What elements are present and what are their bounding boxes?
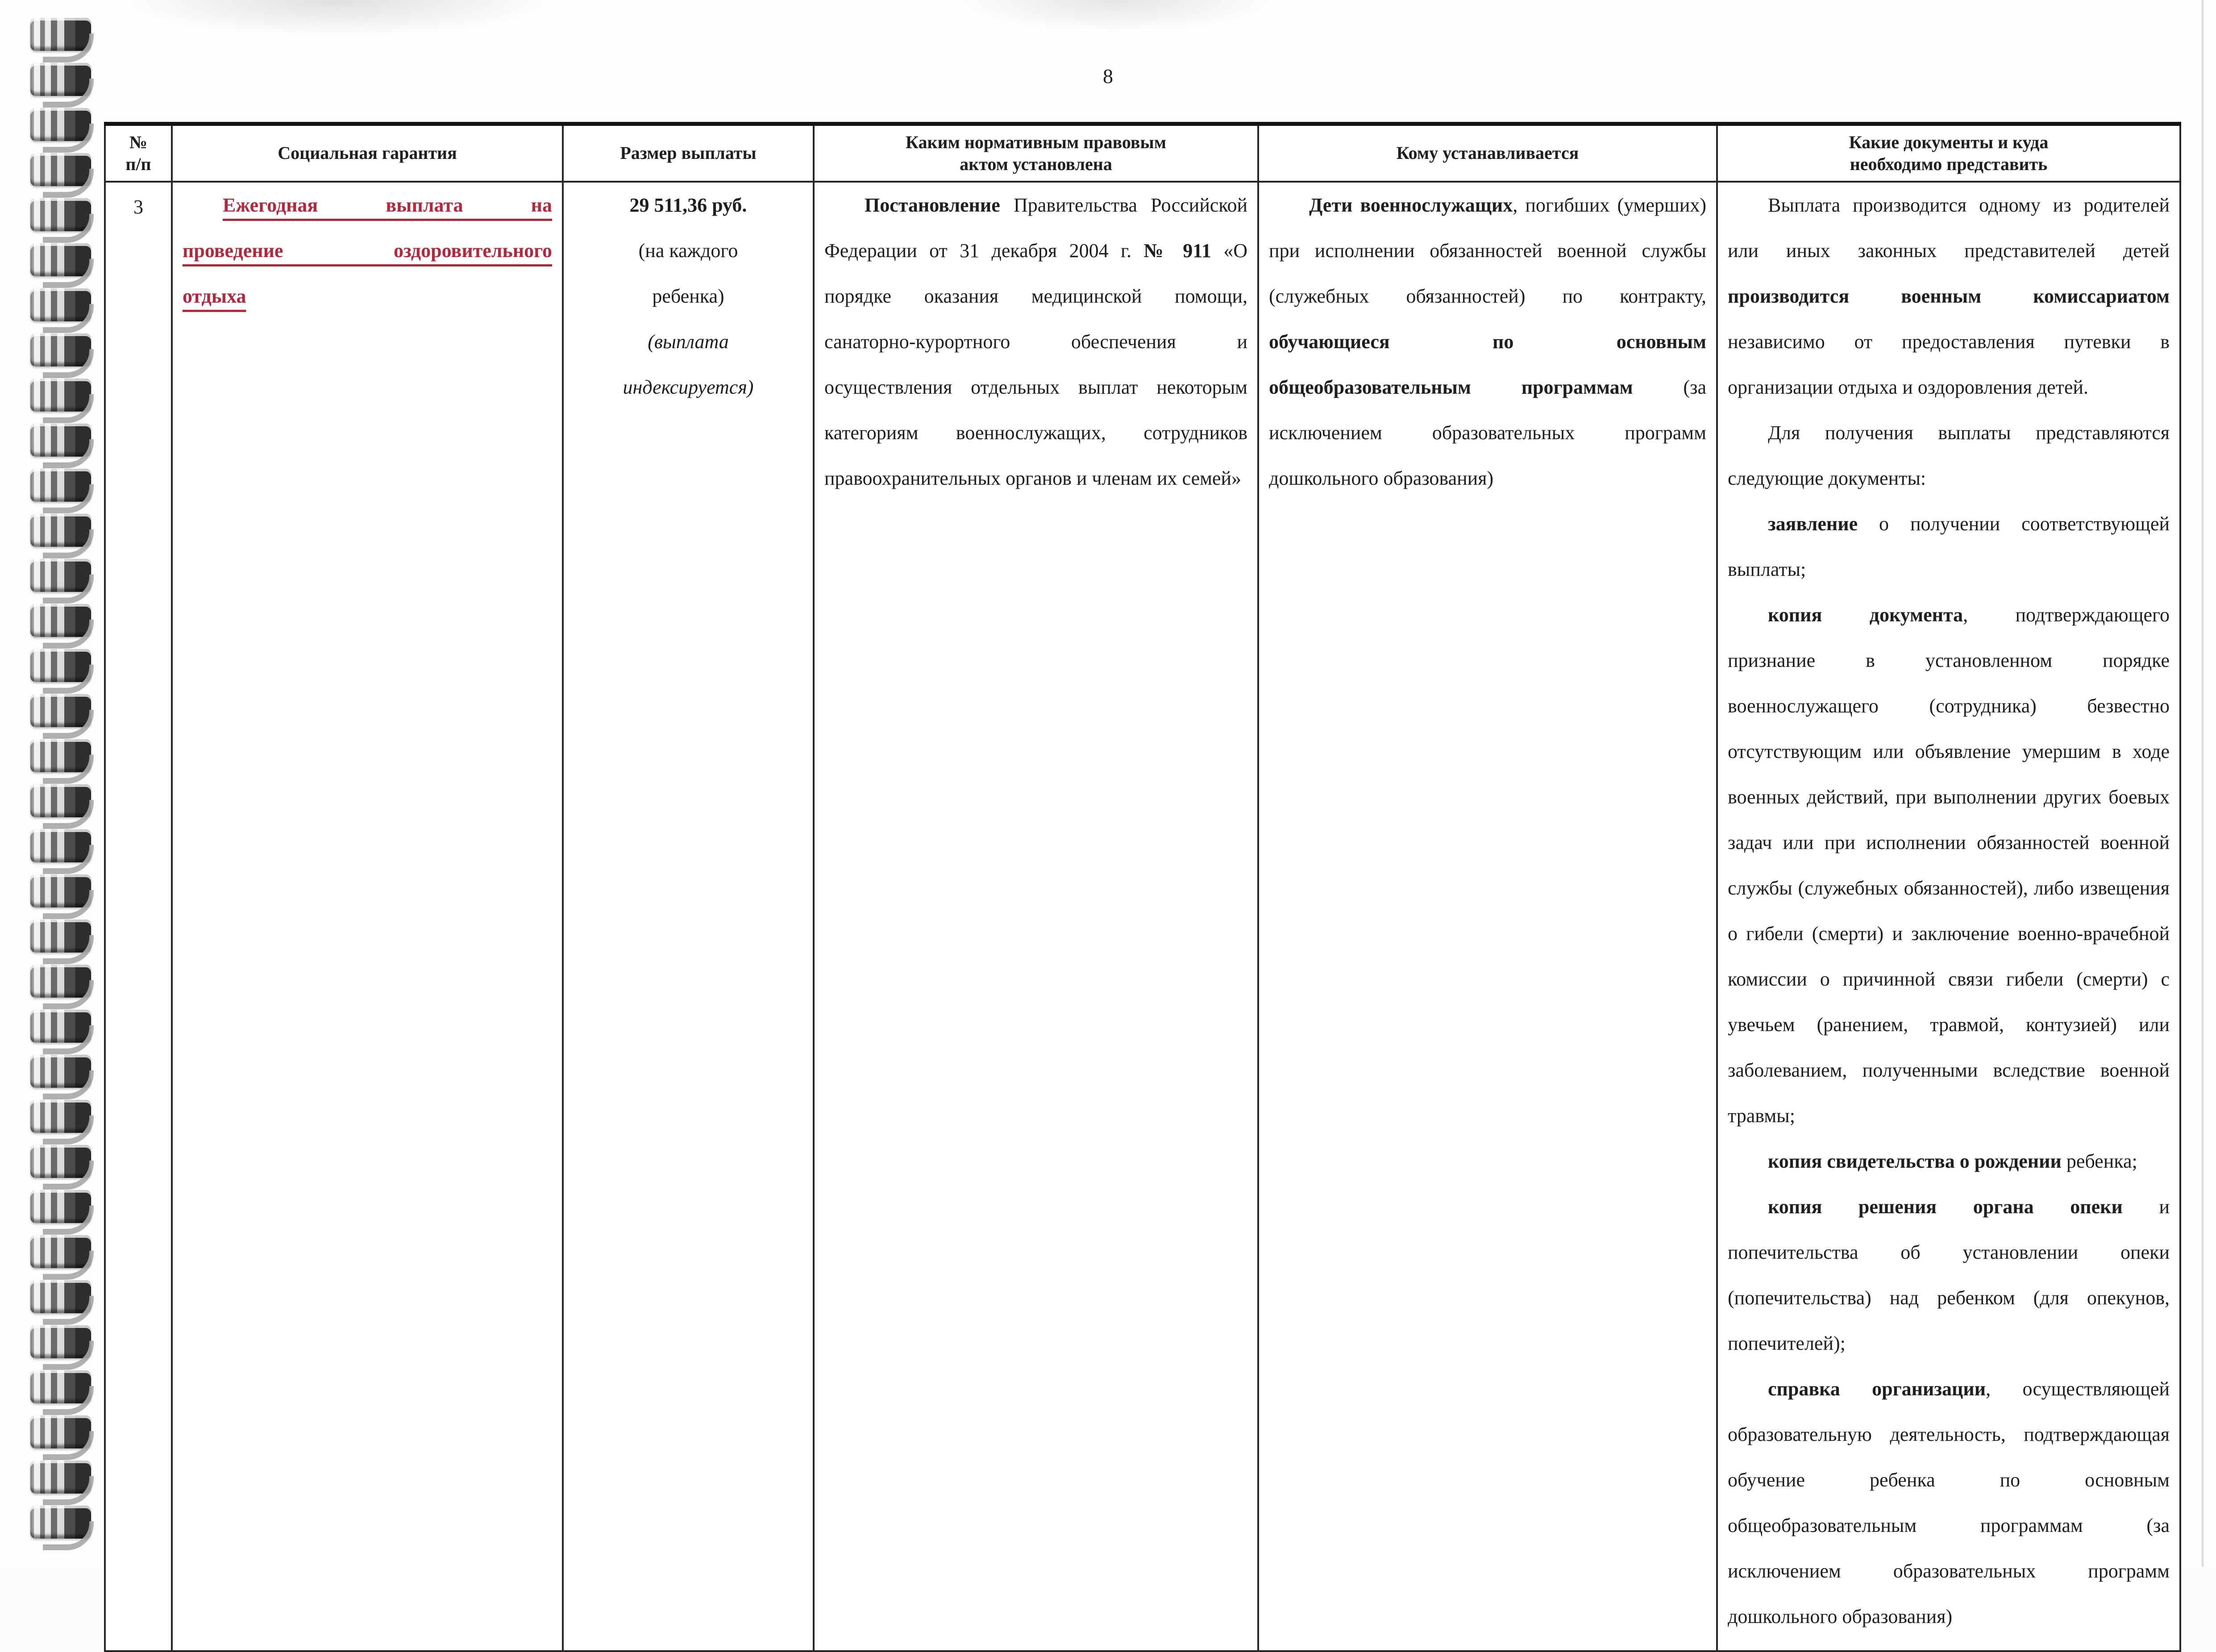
page-edge-shadow [2202, 0, 2204, 1567]
binding-ring [30, 379, 91, 412]
binding-ring [30, 18, 91, 51]
col-header-legal-act-line2: актом установлена [960, 154, 1112, 174]
documents-bold: копия документа [1768, 604, 1963, 626]
cell-guarantee [172, 182, 563, 1651]
binding-ring [30, 153, 91, 186]
documents-paragraph-birth-certificate [1728, 1139, 2170, 1184]
binding-ring [30, 198, 91, 231]
amount-note-line: (на каждого [638, 240, 738, 262]
amount-value: 29 511,36 руб. [629, 194, 747, 216]
legal-act-text: «О порядке оказания медицинской помощи, санаторно-курортного обеспечения и осуществления отдельных выплат некоторым категориям военнослужащих, сотрудников правоохранительных органов и членам их семей» [824, 240, 1247, 489]
legal-act-bold: Постановление [865, 194, 1000, 216]
documents-bold: производится военным комиссариатом [1728, 285, 2170, 307]
documents-paragraph-intro [1728, 410, 2170, 501]
legal-act-text: Правительства Российской Федерации от 31 декабря 2004 г. [824, 194, 1247, 262]
documents-paragraph-application [1728, 501, 2170, 592]
binding-ring [30, 469, 91, 502]
documents-text: Для получения выплаты представляются следующие документы: [1728, 422, 2170, 489]
col-header-documents [1717, 124, 2180, 182]
binding-ring [30, 1190, 91, 1223]
documents-paragraph-school-certificate [1728, 1366, 2170, 1640]
binding-ring [30, 739, 91, 772]
spiral-binding [0, 0, 107, 1567]
documents-text: о получении соответствующей выплаты; [1728, 513, 2170, 580]
documents-text: , осуществляющей образовательную деятельность, подтверждающая обучение ребенка по основным общеобразовательным программам (за исключением образовательных программ дошкольного образования) [1728, 1378, 2170, 1627]
col-header-documents-line2: необходимо представить [1850, 154, 2048, 174]
binding-ring [30, 108, 91, 141]
amount-indexation-line: индексируется) [623, 376, 754, 398]
documents-paragraph-copy-document [1728, 592, 2170, 1139]
binding-ring [30, 1370, 91, 1403]
documents-text: Выплата производится одному из родителей или иных законных представителей детей [1728, 194, 2170, 262]
beneficiary-bold: Дети военнослужащих [1309, 194, 1513, 216]
header-row [105, 124, 2180, 182]
binding-ring [30, 784, 91, 817]
documents-paragraph-payment [1728, 183, 2170, 410]
documents-text: независимо от предоставления путевки в организации отдыха и оздоровления детей. [1728, 331, 2170, 398]
binding-ring [30, 965, 91, 998]
binding-ring [30, 243, 91, 276]
legal-act-paragraph [824, 183, 1247, 501]
binding-ring [30, 1145, 91, 1178]
amount-note-line: ребенка) [652, 285, 724, 307]
col-header-num [105, 124, 172, 182]
binding-ring [30, 1280, 91, 1313]
col-header-legal-act-line1: Каким нормативным правовым [906, 132, 1166, 152]
benefits-table [104, 122, 2181, 1652]
binding-ring [30, 649, 91, 682]
guarantee-title-line: отдыха [183, 285, 246, 307]
scan-smudge [125, 0, 549, 36]
beneficiary-text: (за исключением образовательных программ дошкольного образования) [1269, 376, 1706, 489]
binding-ring [30, 333, 91, 366]
col-header-guarantee: Социальная гарантия [172, 124, 563, 182]
scan-smudge [960, 0, 1272, 31]
documents-bold: копия решения органа опеки [1768, 1196, 2123, 1218]
binding-ring [30, 1325, 91, 1358]
cell-legal-act [814, 182, 1258, 1651]
col-header-legal-act [814, 124, 1258, 182]
documents-text: и попечительства об установлении опеки (попечительства) над ребенком (для опекунов, попечителей); [1728, 1196, 2170, 1354]
binding-ring [30, 1415, 91, 1448]
binding-ring [30, 1010, 91, 1043]
col-header-beneficiary: Кому устанавливается [1258, 124, 1717, 182]
binding-ring [30, 604, 91, 637]
cell-row-number: 3 [105, 182, 172, 1651]
beneficiary-text: , погибших (умерших) при исполнении обязанностей военной службы (служебных обязанностей) по контракту, [1269, 194, 1706, 307]
documents-text: ребенка; [2061, 1150, 2137, 1172]
binding-ring [30, 1235, 91, 1268]
binding-ring [30, 424, 91, 457]
documents-text: , подтверждающего признание в установленном порядке военнослужащего (сотрудника) безвестно отсутствующим или объявление умершим в ходе военных действий, при выполнении других боевых задач или при исполнении обязанностей военной службы (служебных обязанностей), либо извещения о гибели (смерти) и заключение военно-врачебной комиссии о причинной связи гибели (смерти) с увечьем (ранением, травмой, контузией) или заболеванием, полученными вследствие военной травмы; [1728, 604, 2170, 1127]
documents-bold: копия свидетельства о рождении [1768, 1150, 2062, 1172]
legal-act-number-bold: № 911 [1143, 240, 1211, 262]
binding-ring [30, 514, 91, 547]
documents-paragraph-guardianship [1728, 1184, 2170, 1366]
binding-ring [30, 829, 91, 862]
cell-amount [563, 182, 814, 1651]
binding-ring [30, 1100, 91, 1133]
cell-beneficiary [1258, 182, 1717, 1651]
binding-ring [30, 694, 91, 727]
beneficiary-paragraph [1269, 183, 1706, 501]
amount-indexation-line: (выплата [648, 331, 729, 353]
documents-bold: справка организации [1768, 1378, 1986, 1400]
col-header-documents-line1: Какие документы и куда [1849, 132, 2049, 152]
cell-documents [1717, 182, 2180, 1651]
binding-ring [30, 559, 91, 592]
beneficiary-bold: обучающиеся по основным общеобразовательным программам [1269, 331, 1706, 398]
guarantee-title-line: Ежегодная выплата на [223, 194, 552, 216]
binding-ring [30, 1055, 91, 1088]
page-number: 8 [1103, 65, 1113, 87]
guarantee-title-line: проведение оздоровительного [183, 240, 552, 262]
binding-ring [30, 874, 91, 907]
table-row [105, 182, 2180, 1651]
col-header-num-line1: № [129, 132, 148, 152]
col-header-amount: Размер выплаты [563, 124, 814, 182]
col-header-num-line2: п/п [125, 154, 151, 174]
binding-ring [30, 920, 91, 953]
binding-ring [30, 288, 91, 321]
binding-ring [30, 1461, 91, 1494]
binding-ring [30, 1506, 91, 1539]
documents-bold: заявление [1768, 513, 1858, 535]
